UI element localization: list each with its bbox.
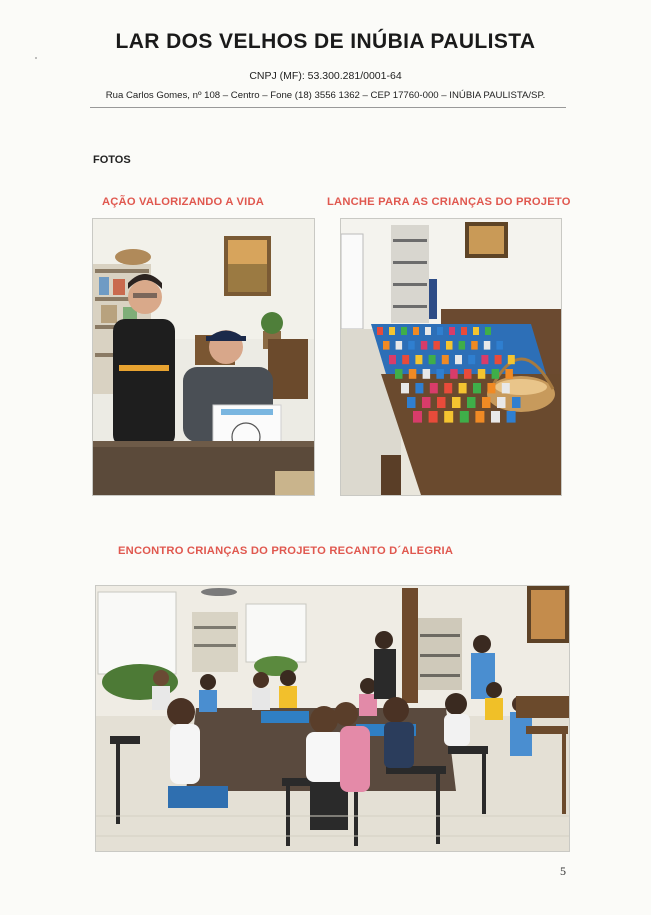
snack-cup (425, 327, 431, 335)
snack-cup (408, 341, 415, 350)
photo-caption-1: AÇÃO VALORIZANDO A VIDA (102, 196, 265, 208)
snack-cup (459, 341, 466, 350)
snack-cup (495, 355, 502, 364)
scan-speck (35, 57, 37, 59)
snack-cup (383, 341, 390, 350)
snack-cup (505, 369, 513, 379)
snack-cup (461, 327, 467, 335)
address-line: Rua Carlos Gomes, nº 108 – Centro – Fone (18) 3556 1362 – CEP 17760-000 – INÚBIA PAULISTA/SP. (105, 90, 546, 101)
snack-cup (478, 369, 486, 379)
snack-cup (436, 369, 444, 379)
snack-cup (396, 341, 403, 350)
snack-cup (401, 383, 409, 393)
snack-cup (444, 411, 453, 423)
snack-cup (377, 327, 383, 335)
photo-caption-2: LANCHE PARA AS CRIANÇAS DO PROJETO (327, 196, 571, 208)
snack-cup (422, 397, 431, 408)
snack-cup (497, 397, 506, 408)
snack-cup (421, 341, 428, 350)
photo-lanche-criancas (341, 219, 561, 495)
snack-cup (402, 355, 409, 364)
snack-cup (429, 355, 436, 364)
organization-title: LAR DOS VELHOS DE INÚBIA PAULISTA (115, 30, 536, 53)
snack-cup (455, 355, 462, 364)
snack-cup (413, 411, 422, 423)
snack-cup (415, 355, 422, 364)
snack-cup (433, 341, 440, 350)
snack-cup (491, 411, 500, 423)
snack-cup (473, 383, 481, 393)
snack-cup (508, 355, 515, 364)
snack-cup (459, 383, 467, 393)
snack-cup (507, 411, 516, 423)
snack-cup (452, 397, 461, 408)
snack-cup (502, 383, 510, 393)
snack-cup (437, 397, 446, 408)
snack-cup (473, 327, 479, 335)
page-number: 5 (560, 864, 566, 878)
snack-cup (467, 397, 476, 408)
snack-cup (475, 411, 484, 423)
snack-cup (401, 327, 407, 335)
snack-cup (482, 397, 491, 408)
snack-cup (407, 397, 416, 408)
snack-cup (429, 411, 438, 423)
snack-cup (496, 341, 503, 350)
snack-cup (413, 327, 419, 335)
snack-cup (484, 341, 491, 350)
snack-cup (487, 383, 495, 393)
photo-encontro-criancas (96, 586, 569, 851)
snack-cup (446, 341, 453, 350)
snack-cup (437, 327, 443, 335)
snack-cup (468, 355, 475, 364)
snack-cup (442, 355, 449, 364)
header-divider (90, 107, 566, 108)
snack-cup (423, 369, 431, 379)
snack-cup (481, 355, 488, 364)
section-label: FOTOS (93, 154, 131, 166)
snack-cup (409, 369, 417, 379)
snack-cup (389, 327, 395, 335)
photo-caption-3: ENCONTRO CRIANÇAS DO PROJETO RECANTO D´ALEGRIA (118, 545, 454, 557)
snack-cup (444, 383, 452, 393)
snack-cup (430, 383, 438, 393)
snack-cup (460, 411, 469, 423)
snack-cup (395, 369, 403, 379)
cnpj-line: CNPJ (MF): 53.300.281/0001-64 (249, 70, 402, 82)
snack-cup (464, 369, 472, 379)
snack-cup (512, 397, 521, 408)
photo-acao-valorizando-vida (93, 219, 314, 495)
snack-cup (449, 327, 455, 335)
snack-cup (389, 355, 396, 364)
snack-cup (415, 383, 423, 393)
snack-cup (471, 341, 478, 350)
snack-cup (492, 369, 500, 379)
snack-cup (485, 327, 491, 335)
snack-cup (450, 369, 458, 379)
